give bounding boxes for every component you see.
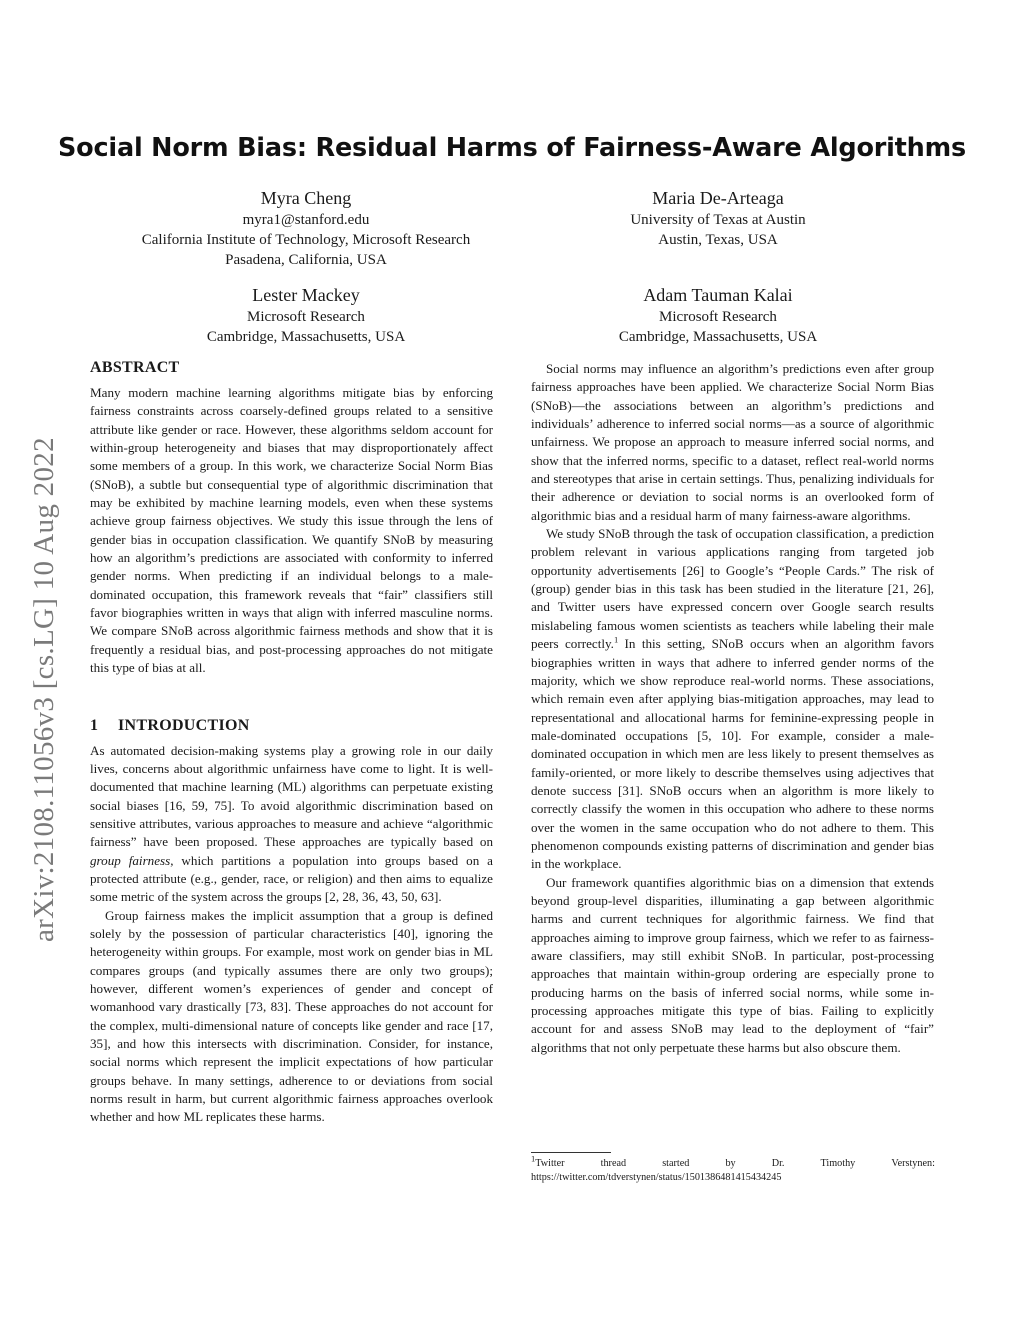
author-email: myra1@stanford.edu xyxy=(242,212,370,228)
footnote-number: 1 xyxy=(531,1153,536,1164)
abstract-heading: ABSTRACT xyxy=(90,359,180,376)
footnote-word: thread xyxy=(600,1158,627,1169)
left-column xyxy=(90,358,493,1127)
arxiv-identifier: arXiv:2108.11056v3 [cs.LG] 10 Aug 2022 xyxy=(28,437,60,942)
section-number: 1 xyxy=(90,716,99,734)
section-title: INTRODUCTION xyxy=(118,716,250,734)
author-block xyxy=(512,283,924,347)
author-block xyxy=(100,283,512,347)
author-name: Maria De-Arteaga xyxy=(652,188,784,208)
author-location: Cambridge, Massachusetts, USA xyxy=(618,329,818,345)
intro-paragraph xyxy=(531,525,934,874)
footnote-marker: 1 xyxy=(613,634,619,645)
author-location: Pasadena, California, USA xyxy=(225,252,387,268)
intro-text: , which partitions a population into groups based on a protected attribute (e.g., gender, race, or religion) and then aims to equalize some metric of the system across the groups [2, 28, 36, 43, 50, 63]. xyxy=(90,852,493,905)
author-affiliation: Microsoft Research xyxy=(247,309,365,325)
author-affiliation: California Institute of Technology, Microsoft Research xyxy=(141,232,471,248)
author-block xyxy=(100,186,512,270)
intro-paragraph: Social norms may influence an algorithm’s predictions even after group fairness approaches have been applied. We characterize Social Norm Bias (SNoB)—the associations between an algorithm’s predictions and individuals’ adherence to inferred social norms—as a source of algorithmic unfairness. We propose an approach to measure inferred social norms, and show that the inferred norms, specific to a dataset, reflect real-world norms and stereotypes that arise in certain settings. Thus, penalizing individuals for their adherence or deviation to social norms is an overlooked form of algorithmic bias and a residual harm of many fairness-aware algorithms. xyxy=(531,361,934,523)
footnote xyxy=(531,1153,935,1184)
introduction-heading xyxy=(90,716,493,736)
author-name: Lester Mackey xyxy=(252,285,360,305)
footnote-url[interactable]: https://twitter.com/tdverstynen/status/1501386481415434245 xyxy=(531,1171,782,1183)
footnote-word: by xyxy=(725,1158,736,1169)
footnote-divider xyxy=(531,1152,611,1153)
footnote-line xyxy=(531,1153,935,1171)
author-name: Myra Cheng xyxy=(260,188,352,208)
footnote-word xyxy=(531,1153,565,1171)
right-column xyxy=(531,360,934,1057)
paper-title: Social Norm Bias: Residual Harms of Fairness-Aware Algorithms xyxy=(58,133,966,163)
author-block xyxy=(512,186,924,250)
intro-paragraph: Group fairness makes the implicit assumption that a group is defined solely by the possession of particular characteristics [40], ignoring the heterogeneity within groups. For example, most work on gender bias in ML compares groups (and typically assumes there are only two groups); however, different women’s experiences of gender and concept of womanhood vary drastically [73, 83]. These approaches do not account for the complex, multi-dimensional nature of concepts like gender and race [17, 35], and how this intersects with discrimination. Consider, for instance, social norms which represent the implicit expectations of how particular groups behave. In many settings, adherence to or deviations from social norms result in harm, but current algorithmic fairness approaches overlook whether and how ML replicates these harms. xyxy=(90,907,493,1125)
footnote-word: started xyxy=(662,1158,690,1169)
intro-paragraph: Our framework quantifies algorithmic bias on a dimension that extends beyond group-level disparities, illuminating a gap between algorithmic harms and current techniques for algorithmic fairness. We find that approaches aiming to improve group fairness, which we refer to as fairness-aware classifiers, may still exhibit SNoB. In particular, post-processing approaches that maintain within-group ordering are especially prone to producing harms on the basis of inferred social norms, while some in-processing approaches mitigate this type of bias. Failing to explicitly account for and assess SNoB may lead to the deployment of “fair” algorithms that not only perpetuate these harms but also obscure them. xyxy=(531,874,934,1055)
intro-text: In this setting, SNoB occurs when an algorithm favors biographies written in ways that adhere to inferred gender norms of the majority, which we show reproduce real-world norms. These associations, which remain even after applying bias-mitigation approaches, may lead to representational and allocational harms for feminine-expressing people in male-dominated occupations [5, 10]. For example, consider a male-dominated occupation in which men are less likely to present themselves as family-oriented, or more likely to describe themselves using adjectives that denote success [31]. SNoB occurs when an algorithm is more likely to correctly classify the women in this occupation who adhere to these norms over the women in the same occupation who do not adhere to them. This phenomenon compounds existing patterns of discrimination and gender bias in the workplace. xyxy=(531,636,934,872)
footnote-word: Dr. xyxy=(771,1158,785,1169)
footnote-word: Timothy xyxy=(820,1158,856,1169)
author-name: Adam Tauman Kalai xyxy=(643,285,793,305)
intro-text: We study SNoB through the task of occupation classification, a prediction problem relevant in various applications ranging from targeted job opportunity advertisements [26] to Google’s “People Cards.” The risk of (group) gender bias in this task has been studied in the literature [21, 26], and Twitter users have expressed concern over Google search results mislabeling famous women scientists as teachers while labeling their male peers correctly. xyxy=(531,526,934,652)
footnote-word: Verstynen: xyxy=(891,1158,935,1169)
intro-text: As automated decision-making systems play a growing role in our daily lives, concerns about algorithmic unfairness have come to light. It is well-documented that machine learning (ML) algorithms can perpetuate existing social biases [16, 59, 75]. To avoid algorithmic discrimination based on sensitive attributes, various approaches to measure and achieve “algorithmic fairness” have been proposed. These approaches are typically based on xyxy=(90,742,493,850)
author-location: Cambridge, Massachusetts, USA xyxy=(206,329,406,345)
author-location: Austin, Texas, USA xyxy=(658,232,778,248)
author-affiliation: University of Texas at Austin xyxy=(630,212,806,228)
author-affiliation: Microsoft Research xyxy=(659,309,777,325)
abstract-text: Many modern machine learning algorithms mitigate bias by enforcing fairness constraints across coarsely-defined groups related to a sensitive attribute like gender or race. However, these algorithms seldom account for within-group heterogeneity and biases that may disproportionately affect some members of a group. In this work, we characterize Social Norm Bias (SNoB), a subtle but consequential type of algorithmic discrimination that may be exhibited by machine learning models, even when these systems achieve group fairness objectives. We study this issue through the lens of gender bias in occupation classification. We quantify SNoB by measuring how an algorithm’s predictions are associated with conformity to inferred gender norms. When predicting if an individual belongs to a male-dominated occupation, this framework reveals that “fair” classifiers still favor biographies written in ways that align with inferred masculine norms. We compare SNoB across algorithmic fairness methods and show that it is frequently a residual bias, and post-processing approaches do not mitigate this type of bias at all. xyxy=(90,385,493,676)
footnote-word-text: Twitter xyxy=(535,1158,565,1169)
intro-paragraph xyxy=(90,742,493,907)
intro-emphasis: group fairness xyxy=(90,852,171,868)
